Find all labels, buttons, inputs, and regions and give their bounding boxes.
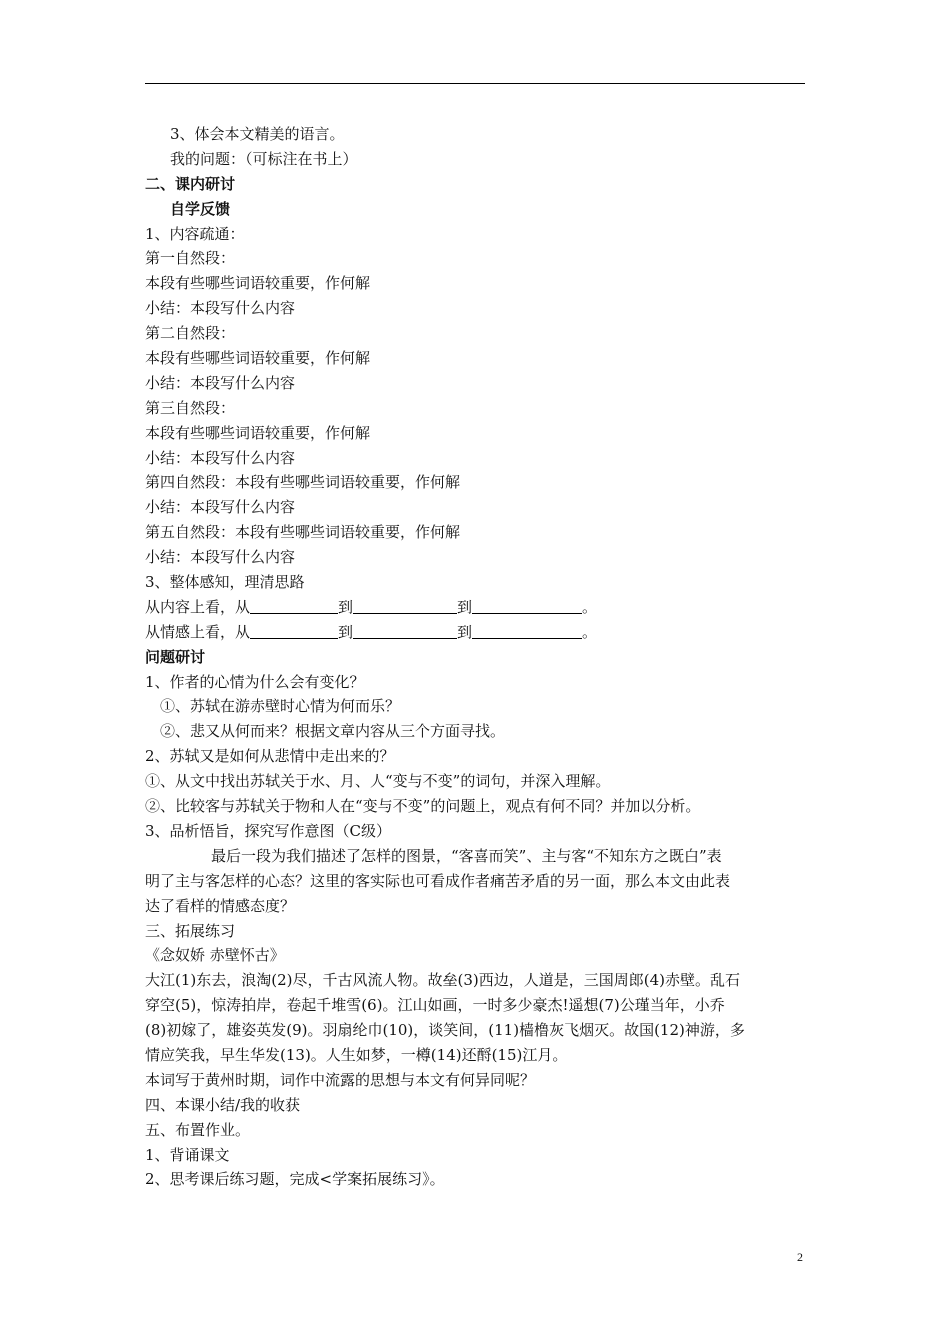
header-rule [145,83,805,84]
poem-line-3: (8)初嫁了，雄姿英发(9)。羽扇纶巾(10)，谈笑间，(11)樯橹灰飞烟灭。故国(12)神游，多 [145,1021,745,1040]
question-1-b: ②、悲又从何而来？根据文章内容从三个方面寻找。 [160,722,506,741]
fill-blank[interactable] [250,598,338,614]
my-questions: 我的问题：（可标注在书上） [170,149,358,168]
item-content: 1、内容疏通： [145,224,245,243]
question-1-a: ①、苏轼在游赤壁时心情为何而乐？ [160,697,401,716]
poem-line-1: 大江(1)东去，浪淘(2)尽，千古风流人物。故垒(3)西边，人道是，三国周郎(4)赤壁。乱石 [145,971,740,990]
paragraph-3-summary: 小结：本段写什么内容 [145,448,296,467]
subheading-self-study: 自学反馈 [170,199,231,218]
page-number: 2 [797,1250,803,1264]
paragraph-3-words: 本段有些哪些词语较重要，作何解 [145,423,371,442]
fill-blank[interactable] [250,623,338,639]
paragraph-4-words: 第四自然段：本段有些哪些词语较重要，作何解 [145,473,461,492]
fill-prefix: 从情感上看，从 [145,622,251,641]
question-3: 3、品析悟旨，探究写作意图（C级） [145,821,392,840]
fill-blank[interactable] [472,623,582,639]
poem-question: 本词写于黄州时期，词作中流露的思想与本文有何异同呢？ [145,1070,536,1089]
section-heading-2: 二、课内研讨 [145,174,236,193]
fill-blank[interactable] [353,623,457,639]
paragraph-3-label: 第三自然段： [145,398,236,417]
question-3-para-line-2: 明了主与客怎样的心态？这里的客实际也可看成作者痛苦矛盾的另一面，那么本文由此表 [145,871,731,890]
fill-end: 。 [582,597,598,616]
fill-to: 到 [457,597,473,616]
paragraph-1-summary: 小结：本段写什么内容 [145,299,296,318]
fill-in-content-line [145,595,810,620]
fill-to: 到 [457,622,473,641]
homework-1: 1、背诵课文 [145,1145,230,1164]
poem-line-2: 穿空(5)，惊涛拍岸，卷起千堆雪(6)。江山如画，一时多少豪杰!遥想(7)公瑾当年，小乔 [145,996,725,1015]
fill-to: 到 [338,597,354,616]
fill-blank[interactable] [353,598,457,614]
paragraph-1-words: 本段有些哪些词语较重要，作何解 [145,274,371,293]
fill-to: 到 [338,622,354,641]
paragraph-5-words: 第五自然段：本段有些哪些词语较重要，作何解 [145,523,461,542]
paragraph-2-words: 本段有些哪些词语较重要，作何解 [145,349,371,368]
poem-title: 《念奴娇 赤壁怀古》 [145,946,285,965]
subheading-discussion: 问题研讨 [145,647,206,666]
homework-2: 2、思考课后练习题，完成<学案拓展练习》。 [145,1170,445,1189]
section-heading-4: 四、本课小结/我的收获 [145,1095,301,1114]
paragraph-1-label: 第一自然段： [145,249,236,268]
item-overall: 3、整体感知，理清思路 [145,573,305,592]
section-heading-3: 三、拓展练习 [145,921,236,940]
poem-line-4: 情应笑我，早生华发(13)。人生如梦，一樽(14)还酹(15)江月。 [145,1045,568,1064]
question-2-b: ②、比较客与苏轼关于物和人在“变与不变”的问题上，观点有何不同？并加以分析。 [145,797,701,816]
fill-end: 。 [582,622,598,641]
fill-prefix: 从内容上看，从 [145,597,251,616]
section-heading-5: 五、布置作业。 [145,1120,251,1139]
question-3-para-line-3: 达了看样的情感态度？ [145,896,296,915]
paragraph-2-summary: 小结：本段写什么内容 [145,373,296,392]
objective-3: 3、体会本文精美的语言。 [170,125,345,143]
question-1: 1、作者的心情为什么会有变化？ [145,672,365,691]
paragraph-2-label: 第二自然段： [145,324,236,343]
question-2-a: ①、从文中找出苏轼关于水、月、人“变与不变”的词句，并深入理解。 [145,772,611,791]
paragraph-4-summary: 小结：本段写什么内容 [145,498,296,517]
question-3-para-line-1 [145,844,810,869]
paragraph-5-summary: 小结：本段写什么内容 [145,548,296,567]
question-2: 2、苏轼又是如何从悲情中走出来的？ [145,747,395,766]
worksheet-body [145,122,810,1192]
question-3-para-text: 最后一段为我们描述了怎样的图景，“客喜而笑”、主与客“不知东方之既白”表 [211,846,722,865]
fill-blank[interactable] [472,598,582,614]
fill-in-emotion-line [145,620,810,645]
